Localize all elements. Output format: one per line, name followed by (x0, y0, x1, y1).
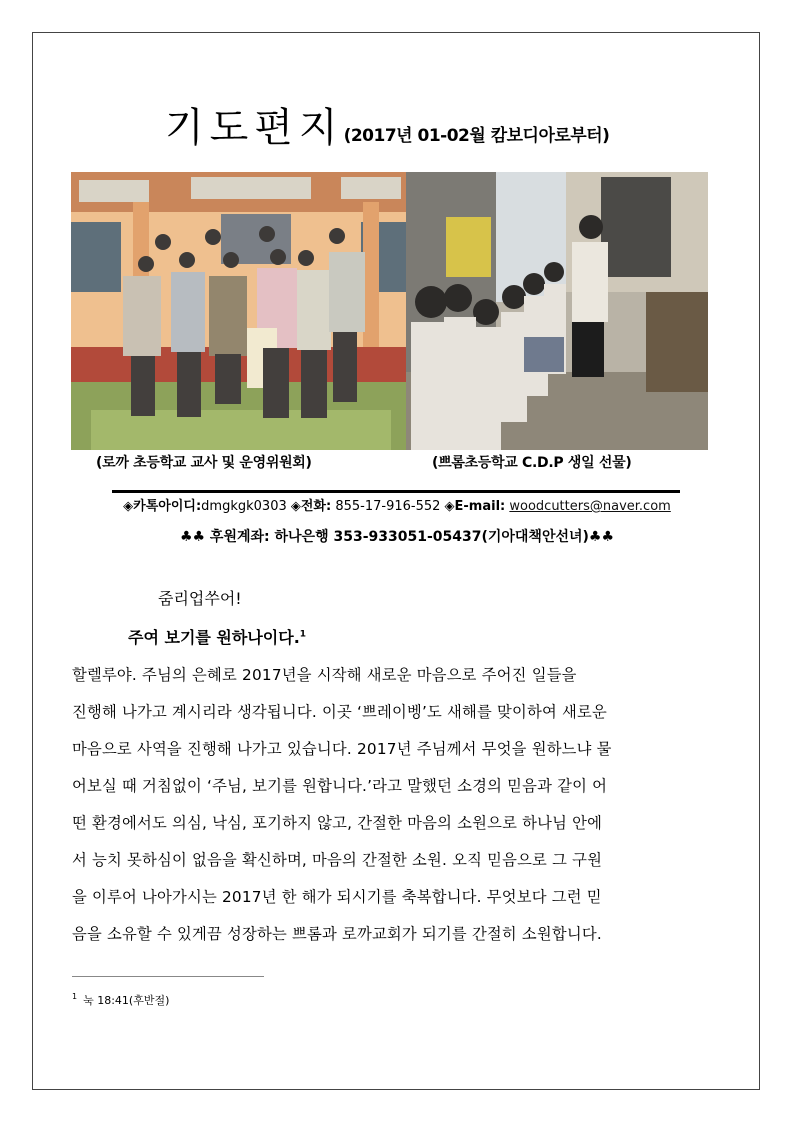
body-line: 떤 환경에서도 의심, 낙심, 포기하지 않고, 간절한 마음의 소원으로 하나님 안에 (72, 814, 603, 832)
caption-left: (로까 초등학교 교사 및 운영위원회) (96, 455, 312, 471)
photo-birthday-gift (406, 172, 708, 450)
verse-text: 주여 보기를 원하나이다. (128, 628, 300, 647)
footnote-separator (72, 976, 264, 977)
email-link[interactable]: woodcutters@naver.com (509, 499, 671, 514)
email-label: ◈E-mail: (444, 499, 506, 514)
letter-title (165, 96, 609, 153)
contact-line (0, 495, 794, 514)
footnote-mark: 1 (72, 992, 78, 1002)
body-line: 어보실 때 거침없이 ‘주님, 보기를 원합니다.’라고 말했던 소경의 믿음과 같이 어 (72, 777, 608, 795)
footnote-text: 눅 18:41(후반절) (83, 994, 170, 1007)
body-line: 마음으로 사역을 진행해 나가고 있습니다. 2017년 주님께서 무엇을 원하느냐 물 (72, 740, 612, 758)
kakao-id: dmgkgk0303 (201, 499, 287, 514)
body-line: 음을 소유할 수 있게끔 성장하는 쁘롬과 로까교회가 되기를 간절히 소원합니다. (72, 925, 602, 943)
kakao-label: ◈카톡아이디: (123, 499, 202, 514)
caption-right: (쁘롬초등학교 C.D.P 생일 선물) (432, 455, 632, 471)
title-subtitle: (2017년 01-02월 캄보디아로부터) (343, 126, 610, 146)
greeting: 줌리업쑤어! (158, 589, 242, 608)
phone-number: 855-17-916-552 (335, 499, 441, 514)
footnote-ref[interactable]: 1 (299, 629, 307, 640)
verse-heading (128, 625, 306, 648)
title-main: 기도편지 (165, 105, 344, 151)
body-line: 진행해 나가고 계시리라 생각됩니다. 이곳 ‘쁘레이벵’도 새해를 맞이하여 새로운 (72, 703, 607, 721)
body-line: 을 이루어 나아가시는 2017년 한 해가 되시기를 축복합니다. 무엇보다 그런 믿 (72, 888, 602, 906)
donation-account: ♣♣ 후원계좌: 하나은행 353-933051-05437(기아대책안선녀)♣♣ (179, 529, 615, 545)
body-line: 할렐루야. 주님의 은혜로 2017년을 시작해 새로운 마음으로 주어진 일들을 (72, 666, 577, 684)
photo-school-committee (71, 172, 406, 450)
footnote (72, 992, 169, 1008)
phone-label: ◈전화: (290, 499, 332, 514)
divider-rule (112, 490, 680, 493)
body-line: 서 능치 못하심이 없음을 확신하며, 마음의 간절한 소원. 오직 믿음으로 그 구원 (72, 851, 603, 869)
